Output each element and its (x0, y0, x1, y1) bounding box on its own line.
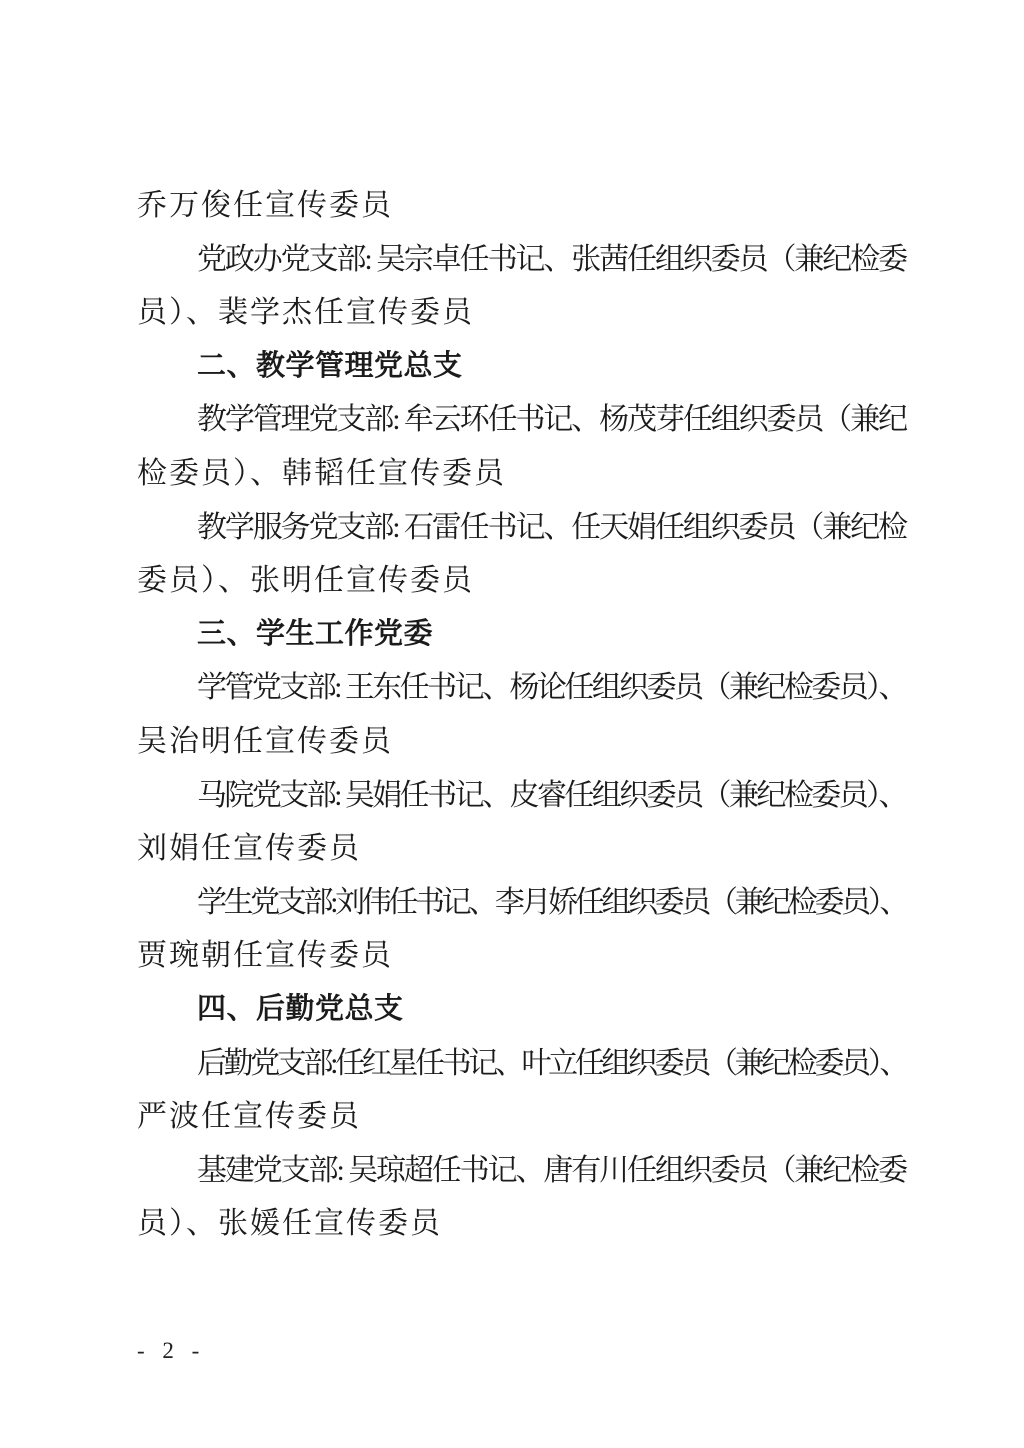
document-line (137, 661, 906, 715)
document-line: 委员）、张明任宣传委员 (137, 564, 474, 598)
section-heading: 三、学生工作党委 (197, 617, 434, 650)
document-line: 员）、裴学杰任宣传委员 (137, 296, 474, 330)
line-text: 学管党支部: 王东任书记、杨论任组织委员（兼纪检委员）、 (197, 671, 906, 705)
line-text: 教学管理党支部: 牟云环任书记、杨茂芽任组织委员（兼纪 (197, 403, 906, 437)
line-text: 马院党支部: 吴娟任书记、皮睿任组织委员（兼纪检委员）、 (197, 778, 906, 812)
line-text: 基建党支部: 吴琼超任书记、唐有川任组织委员（兼纪检委 (197, 1153, 906, 1187)
document-line (137, 393, 906, 447)
document-line: 乔万俊任宣传委员 (137, 189, 393, 222)
line-text: 后勤党支部:任红星任书记、叶立任组织委员（兼纪检委员）、 (197, 1046, 906, 1080)
document-line (137, 1144, 906, 1198)
page-number: - 2 - (137, 1338, 206, 1363)
document-line (137, 876, 906, 930)
document-line: 刘娟任宣传委员 (137, 832, 361, 866)
document-line (137, 233, 906, 287)
document-line: 员）、张媛任宣传委员 (137, 1207, 442, 1241)
document-line: 吴治明任宣传委员 (137, 724, 393, 758)
section-heading: 四、后勤党总支 (197, 992, 404, 1025)
section-heading: 二、教学管理党总支 (197, 349, 463, 382)
line-text: 教学服务党支部: 石雷任书记、任天娟任组织委员（兼纪检 (197, 510, 906, 544)
document-line (137, 1037, 906, 1091)
document-line: 严波任宣传委员 (137, 1100, 361, 1134)
document-line (137, 769, 906, 823)
line-text: 党政办党支部: 吴宗卓任书记、张茜任组织委员（兼纪检委 (197, 242, 906, 276)
document-line: 贾琬朝任宣传委员 (137, 939, 393, 973)
document-line (137, 501, 906, 555)
document-line: 检委员）、韩韬任宣传委员 (137, 456, 506, 490)
line-text: 学生党支部:刘伟任书记、李月娇任组织委员（兼纪检委员）、 (197, 885, 906, 919)
document-body (137, 179, 906, 1251)
